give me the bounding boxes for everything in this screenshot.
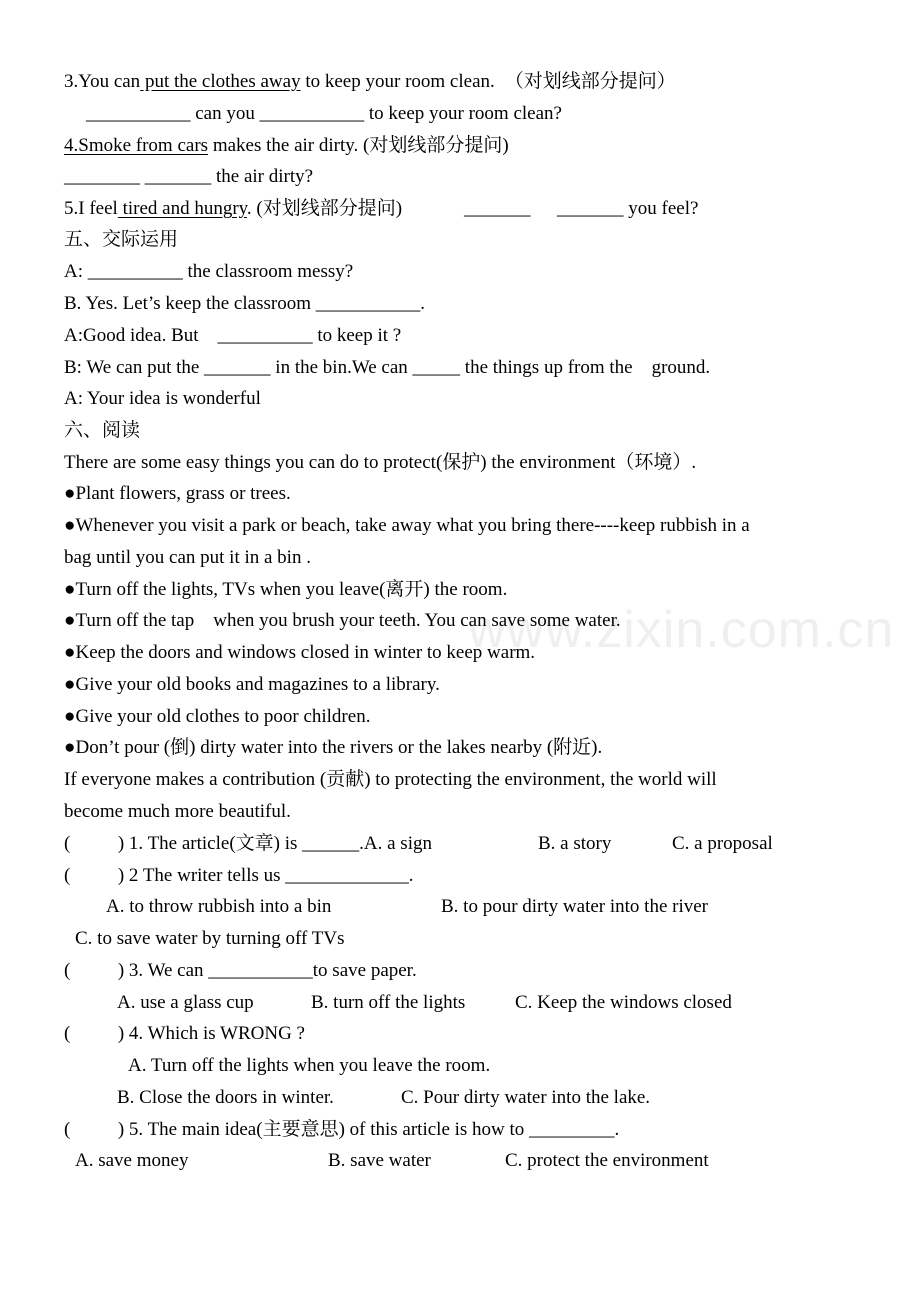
underlined-phrase: 4.Smoke from cars	[64, 135, 209, 156]
reading-bullet: ●Give your old books and magazines to a library.	[64, 674, 440, 695]
option-c: C. Pour dirty water into the lake.	[401, 1087, 651, 1108]
dialogue-line: B: We can put the _______ in the bin.We can _____ the things up from the ground.	[64, 357, 711, 378]
reading-bullet: ●Turn off the lights, TVs when you leave(离开) the room.	[64, 579, 508, 600]
section-6-title: 六、阅读	[64, 420, 141, 441]
text: to keep your room clean?	[364, 103, 562, 124]
question-text: 1. The article(文章) is ______.A. a sign	[124, 833, 432, 854]
reading-bullet: bag until you can put it in a bin .	[64, 547, 311, 568]
option-a: A. Turn off the lights when you leave the room.	[128, 1055, 491, 1076]
option-c: C. Keep the windows closed	[515, 992, 732, 1013]
instruction-note: （对划线部分提问）	[504, 71, 676, 92]
mc-question-3	[64, 959, 417, 983]
question-3	[64, 70, 676, 94]
mc-question-1	[64, 832, 432, 856]
question-4	[64, 134, 509, 158]
question-5-blank: _______	[464, 198, 531, 219]
answer-paren: ( )	[64, 960, 125, 981]
mc-question-5	[64, 1118, 619, 1142]
option-a: A. save money	[75, 1150, 189, 1171]
question-5	[64, 197, 402, 221]
question-text: 3. We can ___________to save paper.	[124, 960, 417, 981]
option-b: B. a story	[538, 833, 612, 854]
text: can you	[190, 103, 260, 124]
reading-bullet: ●Whenever you visit a park or beach, take away what you bring there----keep rubbish in a	[64, 515, 750, 536]
option-b: B. Close the doors in winter.	[117, 1087, 334, 1108]
answer-paren: ( )	[64, 833, 125, 854]
reading-conclusion: become much more beautiful.	[64, 801, 291, 822]
blank: ___________	[86, 103, 191, 124]
option-c: C. protect the environment	[505, 1150, 709, 1171]
text: to keep your room clean.	[300, 71, 495, 92]
dialogue-line: A: Your idea is wonderful	[64, 388, 261, 409]
reading-bullet: ●Plant flowers, grass or trees.	[64, 483, 291, 504]
question-5-answer: _______ you feel?	[557, 198, 699, 219]
question-4-answer: ________ _______ the air dirty?	[64, 166, 314, 187]
underlined-phrase: put the clothes away	[140, 71, 301, 92]
answer-paren: ( )	[64, 1023, 125, 1044]
underlined-phrase: tired and hungry	[117, 198, 247, 219]
question-3-answer	[86, 102, 562, 126]
option-c: C. a proposal	[672, 833, 773, 854]
option-a: A. use a glass cup	[117, 992, 254, 1013]
option-b: B. turn off the lights	[311, 992, 466, 1013]
question-text: 4. Which is WRONG ?	[124, 1023, 305, 1044]
reading-bullet: ●Give your old clothes to poor children.	[64, 706, 371, 727]
question-text: 5. The main idea(主要意思) of this article is how to _________.	[124, 1119, 620, 1140]
text: 3.You can	[64, 71, 141, 92]
question-text: 2 The writer tells us _____________.	[124, 865, 414, 886]
option-a: A. to throw rubbish into a bin	[106, 896, 332, 917]
blank: ___________	[259, 103, 365, 124]
text: makes the air dirty. (对划线部分提问)	[208, 135, 509, 156]
watermark: www.zixin.com.cn	[468, 601, 895, 659]
reading-bullet: ●Turn off the tap when you brush your teeth. You can save some water.	[64, 610, 621, 631]
reading-bullet: ●Don’t pour (倒) dirty water into the rivers or the lakes nearby (附近).	[64, 737, 603, 758]
dialogue-line: A:Good idea. But __________ to keep it ?	[64, 325, 402, 346]
section-5-title: 五、交际运用	[64, 229, 179, 250]
text: . (对划线部分提问)	[246, 198, 403, 219]
reading-intro: There are some easy things you can do to protect(保护) the environment（环境）.	[64, 452, 697, 473]
answer-paren: ( )	[64, 865, 125, 886]
mc-question-4	[64, 1022, 305, 1046]
option-c: C. to save water by turning off TVs	[75, 928, 345, 949]
reading-bullet: ●Keep the doors and windows closed in winter to keep warm.	[64, 642, 536, 663]
option-b: B. to pour dirty water into the river	[441, 896, 708, 917]
text: 5.I feel	[64, 198, 118, 219]
reading-conclusion: If everyone makes a contribution (贡献) to protecting the environment, the world will	[64, 769, 717, 790]
mc-question-2	[64, 864, 414, 888]
dialogue-line: A: __________ the classroom messy?	[64, 261, 354, 282]
answer-paren: ( )	[64, 1119, 125, 1140]
dialogue-line: B. Yes. Let’s keep the classroom ___________.	[64, 293, 425, 314]
option-b: B. save water	[328, 1150, 431, 1171]
